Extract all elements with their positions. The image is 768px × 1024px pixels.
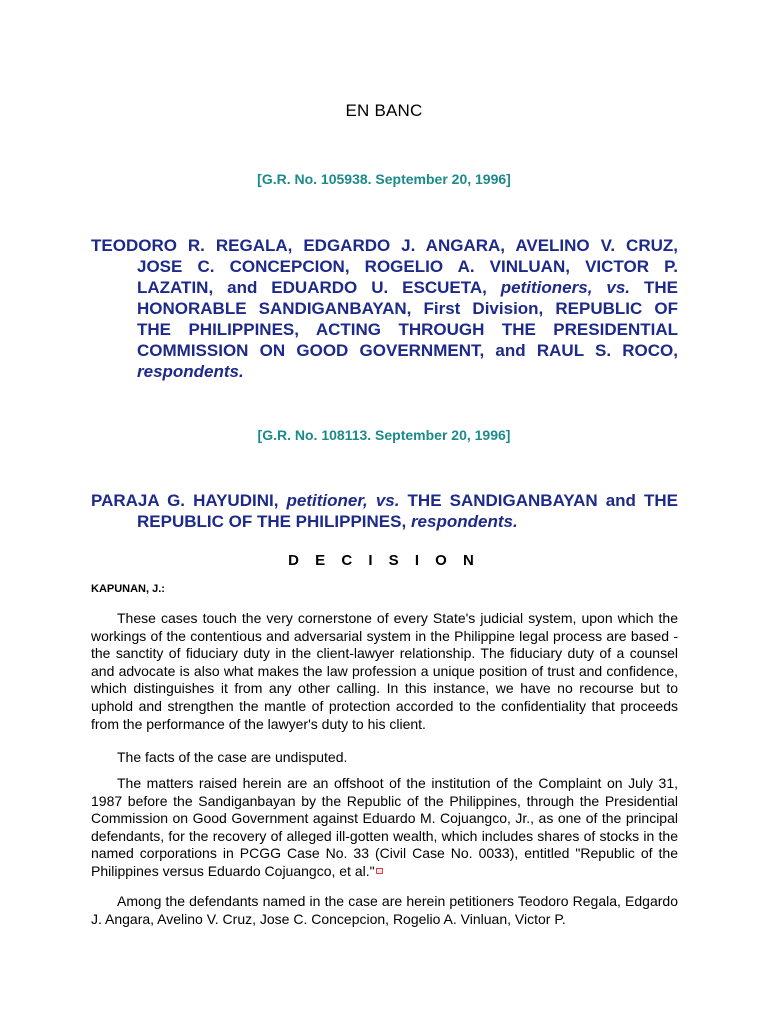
case1-respondents-role: respondents.: [137, 362, 244, 381]
court-division: EN BANC: [345, 101, 423, 120]
case1-petitioners: EDGARDO J. ANGARA, AVELINO V. CRUZ, JOSE C. CONCEPCION, ROGELIO A. VINLUAN, VICTOR P. LAZATIN, and EDUARDO U. ESCUETA,: [137, 236, 678, 297]
footnote-icon[interactable]: [376, 868, 383, 874]
body-paragraph-3-text: The matters raised herein are an offshoot of the institution of the Complaint on July 31, 1987 before the Sandiganbayan by the Republic of the Philippines, through the Presidential Commission on Good Government against Eduardo M. Cojuangco, Jr., as one of the principal defendants, for the recovery of alleged ill-gotten wealth, which includes shares of stocks in the named corporations in PCGG Case No. 33 (Civil Case No. 0033), entitled "Republic of the Philippines versus Eduardo Cojuangco, et al.": [91, 775, 678, 879]
body-paragraph-4: Among the defendants named in the case are herein petitioners Teodoro Regala, Edgardo J. Angara, Avelino V. Cruz, Jose C. Concepcion, Rogelio A. Vinluan, Victor P.: [91, 893, 678, 927]
case2-respondents: THE SANDIGANBAYAN and THE REPUBLIC OF THE PHILIPPINES,: [137, 491, 678, 531]
body-paragraph-2: The facts of the case are undisputed.: [117, 749, 348, 765]
case2-parties: [91, 490, 678, 532]
case2-petitioner-role: petitioner, vs.: [286, 491, 400, 510]
case1-parties: [91, 235, 678, 382]
body-paragraph-1: These cases touch the very cornerstone of every State's judicial system, upon which the workings of the contentious and adversarial system in the Philippine legal process are based - the sanctity of fiduciary duty in the client-lawyer relationship. The fiduciary duty of a counsel and advocate is also what makes the law profession a unique position of trust and confidence, which distinguishes it from any other calling. In this instance, we have no recourse but to uphold and strengthen the mantle of protection accorded to the confidentiality that proceeds from the performance of the lawyer's duty to his client.: [91, 610, 678, 732]
case1-petitioners-role: petitioners, vs.: [500, 278, 631, 297]
case1-respondents: THE HONORABLE SANDIGANBAYAN, First Division, REPUBLIC OF THE PHILIPPINES, ACTING THROUGH THE PRESIDENTIAL COMMISSION ON GOOD GOVERNMENT, and RAUL S. ROCO,: [137, 278, 678, 360]
case1-gr-number: [G.R. No. 105938. September 20, 1996]: [257, 171, 511, 187]
case1-first-party: TEODORO R. REGALA,: [91, 236, 293, 255]
case2-petitioner: PARAJA G. HAYUDINI,: [91, 491, 279, 510]
case2-respondents-role: respondents.: [410, 512, 518, 531]
case2-gr-number: [G.R. No. 108113. September 20, 1996]: [257, 427, 511, 443]
ponente: KAPUNAN, J.:: [91, 583, 165, 595]
body-paragraph-3: [91, 775, 678, 881]
decision-heading: D E C I S I O N: [288, 552, 480, 569]
